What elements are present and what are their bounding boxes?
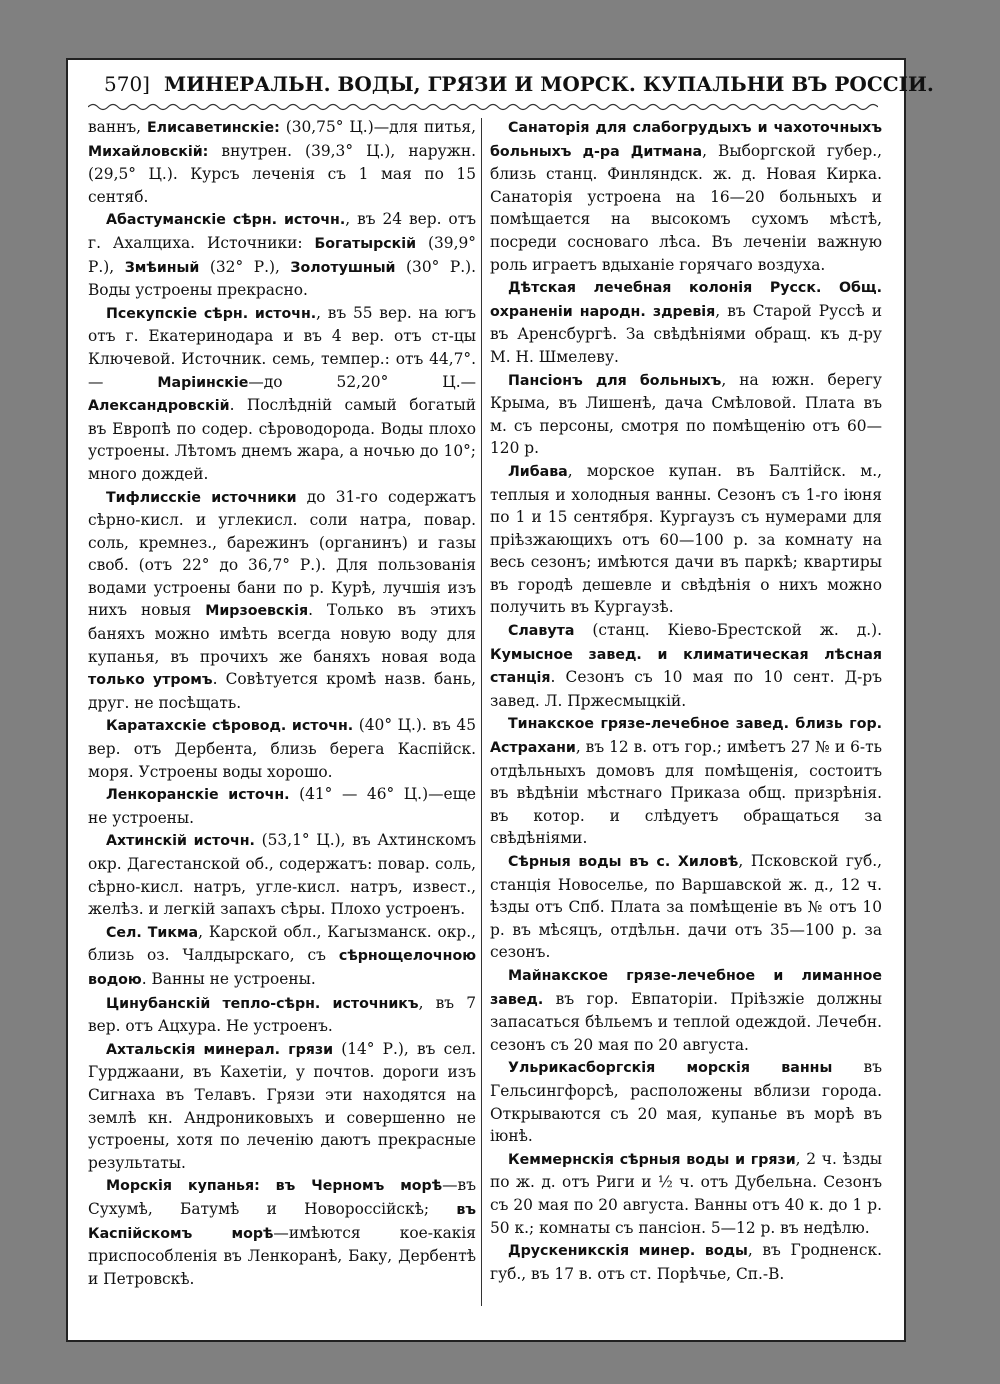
entry-heading: Цинубанскій тепло-сѣрн. источникъ <box>106 995 419 1012</box>
entry-heading: Морскія купанья: въ Черномъ морѣ <box>106 1178 443 1195</box>
entry-text: . Сезонъ съ 10 мая по 10 сент. Д-ръ завед. Л. Пржесмыцкій. <box>490 668 882 710</box>
entry-text: (станц. Кіево-Брестской ж. д.). <box>574 621 882 640</box>
entry-paragraph <box>490 964 882 1056</box>
right-column <box>490 116 882 1285</box>
entry-text: , Псковской губ., станція Новоселье, по Варшавской ж. д., 12 ч. ѣзды отъ Спб. Плата за помѣщеніе въ № отъ 10 р. въ мѣсяцъ, отдѣльн. дачи отъ 35—100 р. за сезонъ. <box>490 852 882 962</box>
entry-heading: Либава <box>508 463 568 480</box>
page-header-title: МИНЕРАЛЬН. ВОДЫ, ГРЯЗИ И МОРСК. КУПАЛЬНИ ВЪ РОССІИ. <box>163 72 934 96</box>
entry-paragraph <box>490 1239 882 1285</box>
entry-heading: Славута <box>508 623 575 640</box>
entry-text: , въ 7 вер. отъ Ацхура. Не устроенъ. <box>88 993 476 1036</box>
entry-heading: Ахтинскій источн. <box>106 833 255 850</box>
entry-paragraph <box>88 302 476 486</box>
left-column <box>88 116 476 1290</box>
entry-heading: Мирзоевскія <box>205 603 309 620</box>
entry-text: (40° Ц.). въ 45 вер. отъ Дербента, близь берега Каспійск. моря. Устроены воды хорошо. <box>88 716 476 781</box>
entry-paragraph <box>490 116 882 276</box>
entry-text: до 31-го содержатъ сѣрно-кисл. и углекисл. соли натра, повар. соль, кремнез., барежинъ (органинъ) и газы своб. (отъ 22° до 36,7° Р.). Для пользованія водами устроены бани по р. Курѣ, лучшія изъ нихъ новыя <box>88 487 477 620</box>
entry-paragraph <box>490 460 882 619</box>
entry-text: , въ 12 в. отъ гор.; имѣетъ 27 № и 6-ть отдѣльныхъ домовъ для помѣщенія, состоитъ въ вѣдѣніи мѣстнаго Приказа общ. призрѣнія. въ котор. и слѣдуетъ обращаться за свѣдѣніями. <box>490 738 882 848</box>
entry-paragraph <box>88 992 476 1038</box>
entry-heading: Михайловскій: <box>88 143 209 160</box>
entry-heading: Ленкоранскіе источн. <box>106 787 290 804</box>
entry-heading: Золотушный <box>290 259 396 276</box>
entry-heading: Богатырскій <box>314 235 417 252</box>
entry-paragraph <box>88 116 476 208</box>
entry-paragraph <box>88 1038 476 1175</box>
entry-paragraph <box>88 921 476 992</box>
entry-text: (39,9° Р.), <box>88 233 476 276</box>
entry-text: , на южн. берегу Крыма, въ Лишенѣ, дача Смѣловой. Плата въ м. съ персоны, смотря по помѣщенію отъ 60—120 р. <box>490 370 882 458</box>
entry-paragraph <box>88 829 476 920</box>
entry-text: , въ 55 вер. на югъ отъ г. Екатеринодара и въ 4 вер. отъ ст-цы Ключевой. Источник. семь, темпер.: отъ 44,7°.— <box>88 303 476 391</box>
wavy-rule <box>88 100 878 114</box>
entry-paragraph <box>490 619 882 712</box>
entry-heading: Елисаветинскіе: <box>146 120 280 136</box>
entry-text: (32° Р.), <box>199 257 291 276</box>
entry-text: въ гор. Евпаторіи. Пріѣзжіе должны запасаться бѣльемъ и теплой одеждой. Лечебн. сезонъ съ 20 мая по 20 августа. <box>490 989 882 1054</box>
entry-heading: сѣрнощелочною водою <box>88 948 476 988</box>
entry-heading: Абастуманскіе сѣрн. источн. <box>106 212 346 229</box>
entry-text: , Выборгской губер., близь станц. Финляндск. ж. д. Новая Кирка. Санаторія устроена на 16—20 больныхъ и помѣщается на высокомъ сухомъ мѣстѣ, посреди сосноваго лѣса. Въ леченіи важную роль играетъ вдыханіе горячаго воздуха. <box>490 141 882 274</box>
entry-heading: Ахтальскія минерал. грязи <box>106 1041 334 1058</box>
entry-paragraph <box>88 486 476 715</box>
entry-paragraph <box>88 783 476 829</box>
entry-text: (30° Р.). Воды устроены прекрасно. <box>88 257 476 300</box>
entry-heading: Пансіонъ для больныхъ <box>508 372 722 389</box>
entry-paragraph <box>88 208 476 301</box>
entry-paragraph <box>490 850 882 964</box>
entry-paragraph <box>88 714 476 783</box>
entry-text: —до 52,20° Ц.— <box>248 372 476 391</box>
entry-paragraph <box>490 1148 882 1239</box>
entry-text: (53,1° Ц.), въ Ахтинскомъ окр. Дагестанской об., содержатъ: повар. соль, сѣрно-кисл. натръ, угле-кисл. натръ, извест., желѣз. и легкій запахъ сѣры. Плохо устроенъ. <box>88 831 476 919</box>
entry-text: (41° — 46° Ц.)—еще не устроены. <box>88 785 476 827</box>
entry-paragraph <box>88 1174 476 1290</box>
entry-text: , въ 24 вер. отъ г. Ахалциха. Источники: <box>88 210 476 252</box>
entry-text: . Ванны не устроены. <box>141 969 316 988</box>
entry-text: (14° Р.), въ сел. Гурджаани, въ Кахетіи, у почтов. дороги изъ Сигнаха въ Телавъ. Грязи эти находятся на землѣ кн. Андрониковыхъ и совершенно не устроены, хотя по леченію даютъ прекрасные результаты. <box>88 1039 476 1172</box>
entry-heading: только утромъ <box>88 672 213 689</box>
entry-heading: Друскеникскія минер. воды <box>508 1243 748 1260</box>
entry-paragraph <box>490 276 882 368</box>
entry-text: , въ Старой Руссѣ и въ Аренсбургѣ. За свѣдѣніями обращ. къ д-ру М. Н. Шмелеву. <box>490 301 882 366</box>
entry-text: , 2 ч. ѣзды по ж. д. отъ Риги и ½ ч. отъ Дубельна. Сезонъ съ 20 мая по 20 августа. Ванны отъ 40 к. до 1 р. 50 к.; комнаты съ пансіон. 5—12 р. въ недѣлю. <box>490 1149 882 1237</box>
entry-heading: Кумысное завед. и климатическая лѣсная станція <box>490 646 882 687</box>
entry-text: . Только въ этихъ баняхъ можно имѣть всегда новую воду для купанья, въ прочихъ же баняхъ новая вода <box>88 601 476 666</box>
entry-heading: Ульрикасборгскія морскія ванны <box>508 1060 833 1077</box>
entry-heading: Кеммернскія сѣрныя воды и грязи <box>508 1151 796 1168</box>
entry-heading: Санаторія для слабогрудыхъ и чахоточныхъ больныхъ д-ра Дитмана <box>490 120 882 160</box>
entry-paragraph <box>490 369 882 460</box>
entry-heading: Майнакское грязе-лечебное и лиманное завед. <box>490 967 882 1008</box>
entry-heading: Каратахскіе сѣровод. источн. <box>106 718 354 735</box>
entry-text: внутрен. (39,3° Ц.), наружн. (29,5° Ц.). Курсъ леченія съ 1 мая по 15 сентяб. <box>88 141 476 206</box>
entry-heading: Александровскій <box>88 398 230 415</box>
column-divider <box>481 118 482 1306</box>
entry-text: —въ Сухумѣ, Батумѣ и Новороссійскѣ; <box>88 1176 476 1218</box>
entry-text: (30,75° Ц.)—для питья, <box>279 118 477 136</box>
entry-text: въ Гельсингфорсѣ, расположены вблизи города. Открываются съ 20 мая, купанье въ морѣ въ іюнѣ. <box>490 1058 883 1146</box>
entry-heading: Сел. Тикма <box>106 924 199 941</box>
entry-heading: Тинакское грязе-лечебное завед. близь гор. Астрахани <box>490 716 882 757</box>
entry-text: , морское купан. въ Балтійск. м., теплыя и холодныя ванны. Сезонъ съ 1-го іюня по 1 и 15 сентября. Кургаузъ съ нумерами для пріѣзжающихъ отъ 60—100 р. за комнату на весь сезонъ; имѣются дачи въ паркѣ; квартиры въ городѣ дешевле и свѣдѣнія о нихъ можно получить въ Кургаузѣ. <box>490 461 882 617</box>
page <box>66 58 934 1342</box>
entry-heading: Дѣтская лечебная колонія Русск. Общ. охраненіи народн. здревія <box>490 280 882 320</box>
entry-text: , Карской обл., Кагызманск. окр., близь оз. Чалдырскаго, съ <box>88 922 476 965</box>
entry-text: . Совѣтуется кромѣ назв. бань, друг. не посѣщать. <box>88 670 476 712</box>
entry-text: —имѣются кое-какія приспособленія въ Ленкоранѣ, Баку, Дербентѣ и Петровскѣ. <box>88 1223 477 1288</box>
entry-text: . Послѣдній самый богатый въ Европѣ по содер. сѣроводорода. Воды плохо устроены. Лѣтомъ днемъ жара, а ночью до 10°; много дождей. <box>88 396 476 483</box>
entry-heading: Сѣрныя воды въ с. Хиловѣ <box>508 854 739 870</box>
page-number: 570] <box>104 72 150 96</box>
entry-paragraph <box>490 712 882 850</box>
entry-text: , въ Гродненск. губ., въ 17 в. отъ ст. Порѣчье, Сп.-В. <box>490 1241 882 1283</box>
entry-heading: въ Каспійскомъ морѣ <box>88 1201 476 1242</box>
entry-heading: Маріинскіе <box>157 374 249 391</box>
entry-heading: Псекупскіе сѣрн. источн. <box>106 305 317 322</box>
entry-paragraph <box>490 1056 882 1147</box>
running-header <box>104 72 934 102</box>
entry-heading: Змѣиный <box>124 259 200 276</box>
entry-heading: Тифлисскіе источники <box>106 489 297 506</box>
entry-text: ваннъ, <box>88 118 147 136</box>
